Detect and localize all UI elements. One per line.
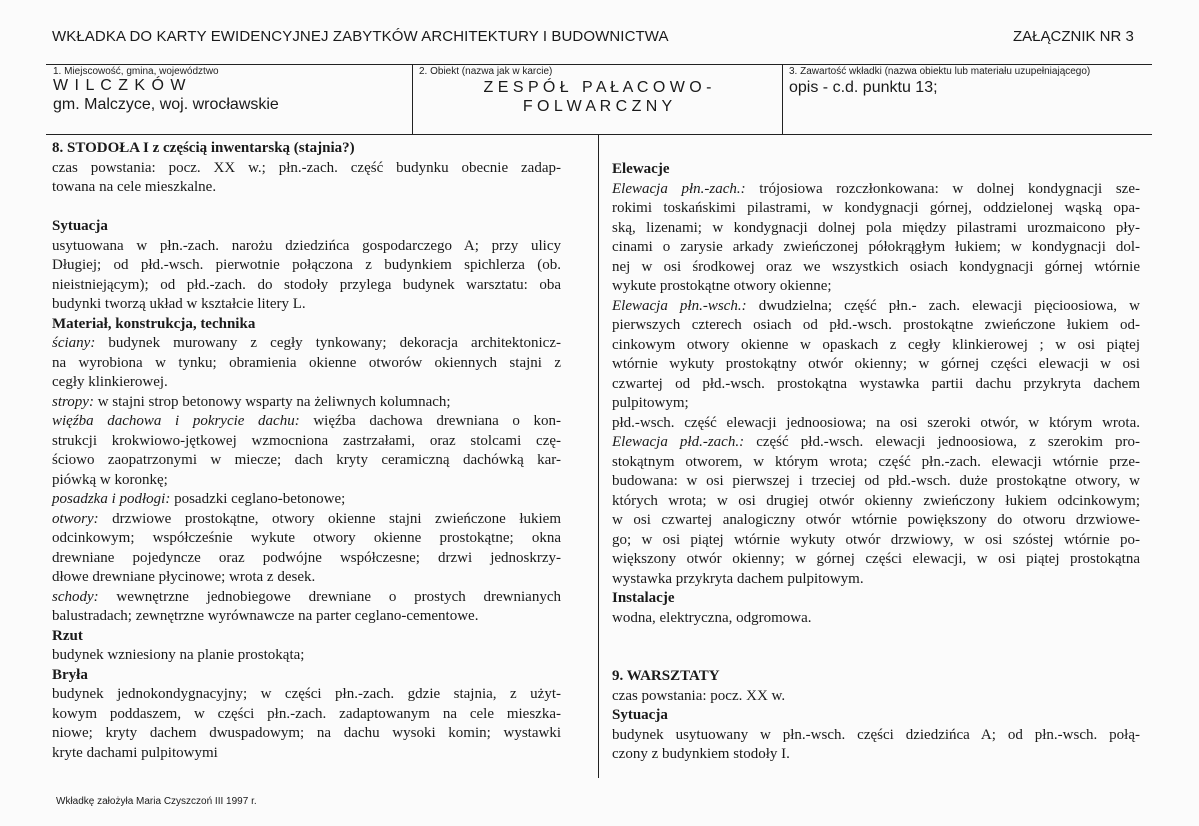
italic-lead: posadzka i podłogi: xyxy=(52,491,171,507)
frame-mid-line xyxy=(46,134,1152,135)
line-text: w stajni strop betonowy wsparty na żeliwnych kolumnach; xyxy=(93,393,451,410)
text-line: cegły klinkierowej. xyxy=(52,374,168,390)
text-line: ściowo zaopatrzonymi w miecze; dach kryty ceramiczną dachówką kar- xyxy=(52,452,561,468)
box1-label: 1. Miejscowość, gmina, województwo xyxy=(53,66,219,77)
text-line: budowana: w osi pierwszej i trzeciej od płd.-wsch. duże prostokątne otwory, w xyxy=(612,473,1140,489)
text-line: czas powstania: pocz. XX w.; płn.-zach. część budynku obecnie zadap- xyxy=(52,159,561,176)
text-line: czwartej od płd.-wsch. prostokątna wystawka partii dachu przykryta dachem xyxy=(612,375,1140,392)
text-line: kowym poddaszem, w części płn.-zach. zadaptowanym na cele mieszka- xyxy=(52,705,561,722)
box2-label: 2. Obiekt (nazwa jak w karcie) xyxy=(419,66,553,77)
italic-lead: Elewacja płn.-zach.: xyxy=(612,180,746,197)
right-column xyxy=(612,160,1140,765)
frame-divider-2 xyxy=(782,64,783,134)
text-line: czony z budynkiem stodoły I. xyxy=(612,746,790,762)
text-line: których wrota; w osi drugiej otwór okienny zwieńczony łukiem odcinkowym; xyxy=(612,492,1140,509)
text-line: na wyrobiona w tynku; obramienia okienne otworów okiennych stajni z xyxy=(52,354,561,371)
text-line xyxy=(52,334,561,354)
text-line xyxy=(52,393,561,413)
text-line: usytuowana w płn.-zach. narożu dziedzińca gospodarczego A; przy ulicy xyxy=(52,237,561,254)
line-text: część płd.-wsch. elewacji jednoosiowa, z szerokim pro- xyxy=(744,434,1140,450)
section-heading: 9. WARSZTATY xyxy=(612,668,720,684)
box1-locality: W I L C Z K Ó W xyxy=(53,77,187,94)
text-line: budynki tworzą układ w kształcie litery L. xyxy=(52,296,306,312)
text-line xyxy=(612,433,1140,453)
text-line: strukcji krokwiowo-jętkowej wzmocniona zastrzałami, oraz stolcami czę- xyxy=(52,432,561,449)
section-heading: Elewacje xyxy=(612,161,670,177)
blank-line xyxy=(52,198,561,218)
italic-lead: otwory: xyxy=(52,510,99,527)
text-line: ską, lizenami; w kondygnacji dolnej pola między pilastrami urozmaicono pły- xyxy=(612,219,1140,236)
line-text: dwudzielna; część płn.- zach. elewacji pięcioosiowa, w xyxy=(746,297,1140,314)
text-line: rokimi toskańskimi pilastrami, w kondygnacji górnej, oddzielonej wąską opa- xyxy=(612,200,1140,216)
section-heading: 8. STODOŁA I z częścią inwentarską (stajnia?) xyxy=(52,140,355,156)
text-line: cinami o zarysie arkady zwieńczonej półokrągłym łukiem; w kondygnacji dol- xyxy=(612,239,1140,255)
section-heading: Sytuacja xyxy=(52,218,108,234)
text-line: piówką w koronkę; xyxy=(52,471,168,488)
line-text: trójosiowa rozczłonkowana: w dolnej kondygnacji sze- xyxy=(745,180,1140,197)
box2-object-line2: F O L W A R C Z N Y xyxy=(522,98,673,115)
text-line: balustradach; zewnętrzne wyrównawcze na parter ceglano-cementowe. xyxy=(52,608,479,624)
section-heading: Bryła xyxy=(52,666,88,683)
box3-content: opis - c.d. punktu 13; xyxy=(789,79,938,96)
text-line: odcinkowym; współcześnie wykute otwory okienne prostokątne; okna xyxy=(52,530,561,546)
text-line xyxy=(612,297,1140,317)
footer-note: Wkładkę założyła Maria Czyszczoń III 1997 r. xyxy=(56,796,257,807)
italic-lead: stropy: xyxy=(52,393,94,410)
text-line: pulpitowym; xyxy=(612,395,689,411)
line-text: więźba dachowa drewniana o kon- xyxy=(299,413,561,429)
column-divider xyxy=(598,134,599,778)
text-line xyxy=(52,510,561,530)
italic-lead: więźba dachowa i pokrycie dachu: xyxy=(52,413,300,429)
text-line: niowe; kryty dachem dwuspadowym; na dachu wysoki komin; wystawki xyxy=(52,725,561,741)
text-line: nej w osi środkowej oraz we wszystkich osiach kondygnacji górnej wtórnie xyxy=(612,258,1140,275)
text-line: stokątnym otworem, w którym wrota; część płn.-zach. elewacji wtórnie prze- xyxy=(612,453,1140,470)
text-line xyxy=(612,180,1140,200)
text-line: drewniane pojedyncze oraz podwójne współczesne; drzwi jednoskrzy- xyxy=(52,549,561,566)
text-line: budynek jednokondygnacyjny; w części płn.-zach. gdzie stajnia, z użyt- xyxy=(52,686,561,702)
text-line: budynek wzniesiony na planie prostokąta; xyxy=(52,647,305,663)
text-line: go; w osi piątej wtórnie wykuty otwór drzwiowy, w osi szóstej wtórnie po- xyxy=(612,531,1140,548)
text-line: dłowe drewniane płycinowe; wrota z desek. xyxy=(52,569,316,585)
italic-lead: schody: xyxy=(52,588,99,605)
text-line: pierwszych czterech osiach od płd.-wsch. prostokątne zwieńczone łukiem od- xyxy=(612,317,1140,333)
text-line: czas powstania: pocz. XX w. xyxy=(612,687,786,704)
annex-label: ZAŁĄCZNIK NR 3 xyxy=(1013,28,1134,45)
section-heading: Instalacje xyxy=(612,590,675,606)
line-text: drzwiowe prostokątne, otwory okienne stajni zwieńczone łukiem xyxy=(98,510,561,527)
box1-commune: gm. Malczyce, woj. wrocławskie xyxy=(53,96,279,113)
text-line: Długiej; od płd.-wsch. pierwotnie połączona z budynkiem spichlerza (ob. xyxy=(52,257,561,273)
text-line: wystawka przykryta dachem pulpitowym. xyxy=(612,570,864,587)
italic-lead: Elewacja płd.-zach.: xyxy=(612,434,745,450)
line-text: posadzki ceglano-betonowe; xyxy=(170,491,346,507)
text-line: nieistniejącym); od płd.-zach. do stodoły przylega budynek warsztatu: oba xyxy=(52,276,561,293)
text-line: wodna, elektryczna, odgromowa. xyxy=(612,609,812,626)
sheet-title: WKŁADKA DO KARTY EWIDENCYJNEJ ZABYTKÓW ARCHITEKTURY I BUDOWNICTWA xyxy=(52,28,669,45)
box2-object-line1: Z E S P Ó Ł P A Ł A C O W O - xyxy=(483,79,712,96)
text-line: w osi czwartej analogiczny otwór wtórnie powiększony do otworu drzwiowe- xyxy=(612,512,1140,528)
text-line: wtórnie wykuty prostokątny otwór okienny; w górnej części elewacji w osi xyxy=(612,356,1140,372)
text-line xyxy=(52,490,561,510)
text-line: cinkowym otwory okienne w opaskach z cegły klinkierowej ; w osi piątej xyxy=(612,336,1140,353)
line-text: budynek murowany z cegły tynkowany; dekoracja architektonicz- xyxy=(95,335,561,351)
text-line xyxy=(52,412,561,432)
left-column xyxy=(52,139,561,763)
section-heading: Rzut xyxy=(52,627,83,644)
text-line: kryte dachami pulpitowymi xyxy=(52,744,218,761)
section-heading: Sytuacja xyxy=(612,707,668,723)
box3-label: 3. Zawartość wkładki (nazwa obiektu lub materiału uzupełniającego) xyxy=(789,66,1091,77)
text-line: budynek usytuowany w płn.-wsch. części dziedzińca A; od płn.-wsch. połą- xyxy=(612,726,1140,743)
italic-lead: Elewacja płn.-wsch.: xyxy=(612,297,747,314)
text-line xyxy=(52,588,561,608)
text-line: większony otwór okienny; w górnej części elewacji, w osi piątej prostokątna xyxy=(612,551,1140,567)
blank-line xyxy=(612,648,1140,668)
text-line: towana na cele mieszkalne. xyxy=(52,179,217,195)
frame-top-line xyxy=(46,64,1152,65)
section-heading: Materiał, konstrukcja, technika xyxy=(52,315,256,332)
text-line: płd.-wsch. część elewacji jednoosiowa; na osi szeroki otwór, w którym wrota. xyxy=(612,414,1140,431)
blank-line xyxy=(612,628,1140,648)
italic-lead: ściany: xyxy=(52,335,96,351)
line-text: wewnętrzne jednobiegowe drewniane o prostych drewnianych xyxy=(98,588,561,605)
text-line: wykute prostokątne otwory okienne; xyxy=(612,278,832,294)
